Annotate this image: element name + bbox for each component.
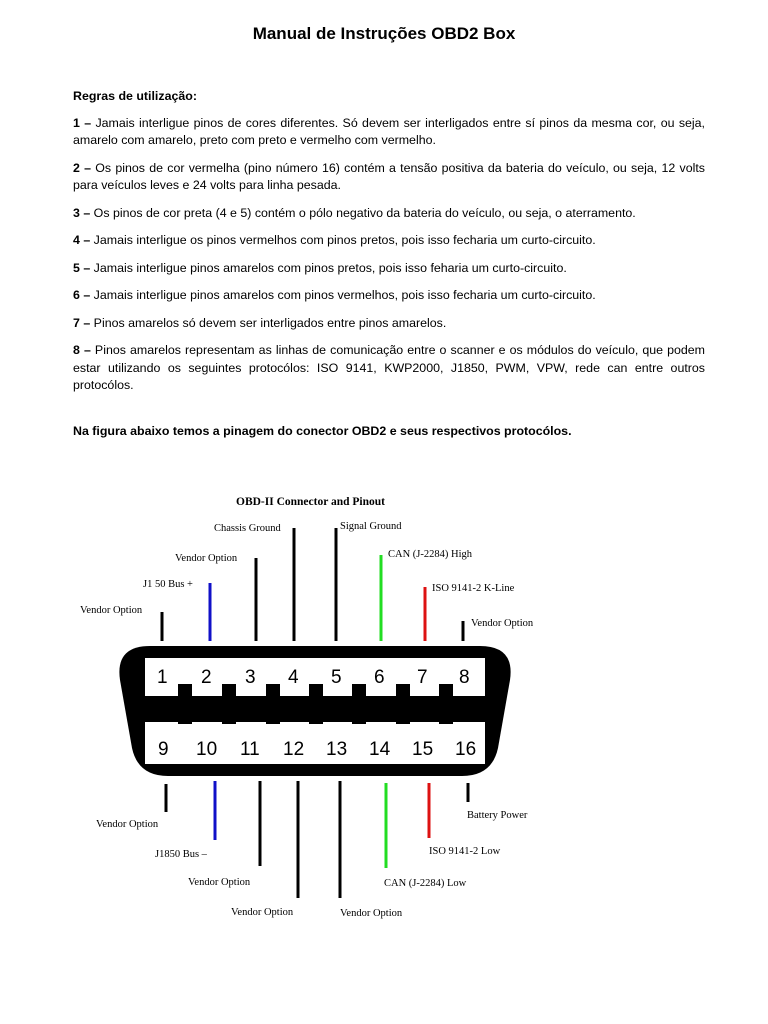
- rule-text: Jamais interligue pinos amarelos com pinos vermelhos, pois isso fecharia um curto-circuito.: [90, 288, 596, 302]
- label-pin-6: CAN (J-2284) High: [388, 549, 472, 560]
- rules-heading: Regras de utilização:: [73, 89, 197, 103]
- page-title: Manual de Instruções OBD2 Box: [252, 24, 516, 43]
- rule-item: [73, 315, 705, 333]
- pin-number: 12: [283, 739, 305, 760]
- pin-number: 8: [459, 667, 470, 688]
- pin-number: 2: [201, 667, 212, 688]
- rule-item: [73, 342, 705, 395]
- rule-text: Jamais interligue os pinos vermelhos com pinos pretos, pois isso fecharia um curto-circuito.: [90, 233, 596, 247]
- label-pin-8: Vendor Option: [471, 618, 534, 629]
- label-pin-13: Vendor Option: [340, 908, 403, 919]
- figure-intro: Na figura abaixo temos a pinagem do conector OBD2 e seus respectivos protocólos.: [73, 423, 572, 438]
- rule-item: [73, 260, 705, 278]
- label-pin-14: CAN (J-2284) Low: [384, 878, 467, 889]
- rule-item: [73, 205, 705, 223]
- rule-number: 4 –: [73, 233, 91, 247]
- rule-item: [73, 232, 705, 250]
- pin-number: 11: [240, 739, 260, 760]
- rules-section: [73, 88, 705, 450]
- rule-item: [73, 287, 705, 305]
- rule-number: 8 –: [73, 343, 91, 357]
- label-pin-12: Vendor Option: [231, 907, 294, 918]
- pin-number: 15: [412, 739, 434, 760]
- rule-text: Pinos amarelos só devem ser interligados entre pinos amarelos.: [90, 315, 447, 330]
- rule-text: Jamais interligue pinos de cores diferentes. Só devem ser interligados entre sí pinos da mesma cor, ou seja, amarelo com amarelo, preto com preto e vermelho com vermelho.: [73, 115, 705, 147]
- rule-text: Jamais interligue pinos amarelos com pinos pretos, pois isso feharia um curto-circuito.: [90, 260, 567, 275]
- label-pin-9: Vendor Option: [96, 819, 159, 830]
- pin-number: 9: [158, 739, 169, 760]
- rule-number: 5 –: [73, 260, 91, 275]
- obd2-pinout-diagram: [0, 480, 768, 940]
- rule-number: 6 –: [73, 288, 91, 302]
- pin-number: 13: [326, 739, 348, 760]
- rule-item: [73, 160, 705, 195]
- pin-number: 7: [417, 667, 428, 688]
- pin-number: 5: [331, 667, 342, 688]
- label-pin-1: Vendor Option: [80, 605, 143, 616]
- label-pin-7: ISO 9141-2 K-Line: [432, 583, 515, 594]
- rule-text: Os pinos de cor preta (4 e 5) contém o pólo negativo da bateria do veículo, ou seja, o aterramento.: [90, 205, 636, 220]
- rule-number: 7 –: [73, 315, 91, 330]
- pin-number: 4: [288, 667, 299, 688]
- rule-number: 2 –: [73, 160, 92, 175]
- pin-number: 16: [455, 739, 477, 760]
- rule-number: 3 –: [73, 205, 91, 220]
- label-pin-2: J1 50 Bus +: [143, 579, 193, 590]
- label-pin-5: Signal Ground: [340, 521, 402, 532]
- pin-number: 6: [374, 667, 385, 688]
- diagram-title: OBD-II Connector and Pinout: [236, 496, 385, 508]
- rule-text: Os pinos de cor vermelha (pino número 16) contém a tensão positiva da bateria do veículo, ou seja, 12 volts para veículos leves e 24 volts para linha pesada.: [73, 160, 705, 192]
- label-pin-11: Vendor Option: [188, 877, 251, 888]
- rule-number: 1 –: [73, 115, 92, 130]
- label-pin-16: Battery Power: [467, 810, 528, 821]
- label-pin-15: ISO 9141-2 Low: [429, 846, 501, 857]
- label-pin-10: J1850 Bus –: [155, 849, 207, 860]
- pin-number: 3: [245, 667, 256, 688]
- label-pin-4: Chassis Ground: [214, 523, 281, 534]
- label-pin-3: Vendor Option: [175, 553, 238, 564]
- pin-number: 14: [369, 739, 391, 760]
- rule-text: Pinos amarelos representam as linhas de comunicação entre o scanner e os módulos do veículo, que podem estar utilizando os seguintes protocólos: ISO 9141, KWP2000, J1850, PWM, VPW, rede can entre outros protocólos.: [73, 343, 705, 392]
- rule-item: [73, 115, 705, 150]
- pin-number: 10: [196, 739, 218, 760]
- pin-number: 1: [157, 667, 168, 688]
